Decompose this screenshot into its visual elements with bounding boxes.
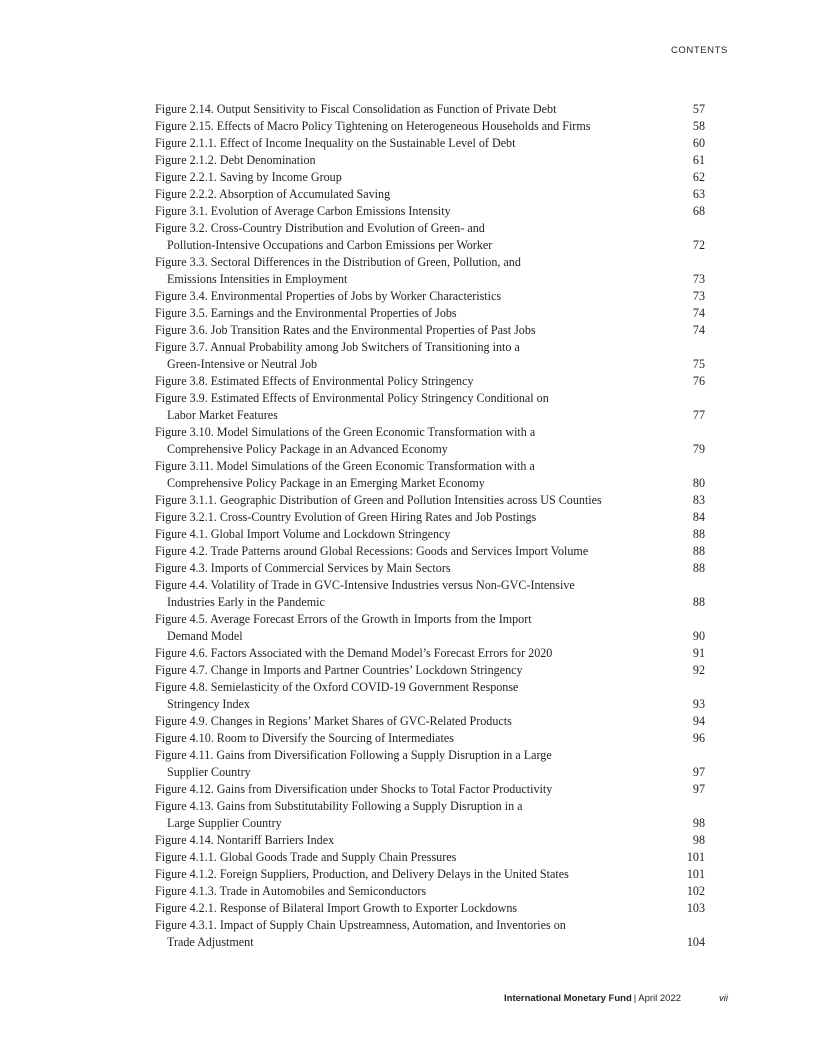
toc-entry-page-number: 91 xyxy=(692,646,705,660)
toc-entry-title xyxy=(155,849,655,866)
toc-entry-title xyxy=(155,322,655,339)
toc-entry xyxy=(155,662,705,679)
toc-entry-page-number: 63 xyxy=(692,187,705,201)
toc-entry xyxy=(155,900,705,917)
toc-entry-title xyxy=(155,866,655,883)
toc-entry-title-line: Figure 4.7. Change in Imports and Partner Countries’ Lockdown Stringency xyxy=(155,663,523,677)
toc-entry xyxy=(155,645,705,662)
toc-entry-title-line: Figure 3.5. Earnings and the Environmental Properties of Jobs xyxy=(155,306,457,320)
toc-entry-title xyxy=(155,492,655,509)
toc-entry-page-number: 62 xyxy=(692,170,705,184)
toc-entry-title-line: Figure 4.2.1. Response of Bilateral Import Growth to Exporter Lockdowns xyxy=(155,901,518,915)
toc-entry-title xyxy=(155,390,655,424)
toc-entry-title-line: Figure 4.4. Volatility of Trade in GVC-Intensive Industries versus Non-GVC-Intensive xyxy=(155,578,575,592)
toc-entry-page-number: 73 xyxy=(692,289,705,303)
toc-entry xyxy=(155,849,705,866)
toc-entry-title-continuation: Trade Adjustment xyxy=(167,935,254,949)
toc-entry xyxy=(155,883,705,900)
toc-entry-title-line: Figure 3.8. Estimated Effects of Environmental Policy Stringency xyxy=(155,374,474,388)
toc-entry-title-continuation: Stringency Index xyxy=(167,697,250,711)
toc-entry-title-line: Figure 4.3. Imports of Commercial Services by Main Sectors xyxy=(155,561,451,575)
toc-entry-title xyxy=(155,509,655,526)
toc-entry xyxy=(155,152,705,169)
toc-entry xyxy=(155,730,705,747)
toc-entry-title xyxy=(155,339,655,373)
toc-entry-title-line: Figure 4.12. Gains from Diversification under Shocks to Total Factor Productivity xyxy=(155,782,553,796)
figure-list xyxy=(155,101,705,951)
toc-entry-title-line: Figure 2.1.2. Debt Denomination xyxy=(155,153,316,167)
toc-entry-title-line: Figure 4.14. Nontariff Barriers Index xyxy=(155,833,335,847)
toc-entry-title-line: Figure 3.3. Sectoral Differences in the Distribution of Green, Pollution, and xyxy=(155,255,521,269)
toc-entry-title-continuation: Comprehensive Policy Package in an Advanced Economy xyxy=(167,442,448,456)
running-header: CONTENTS xyxy=(670,45,728,56)
toc-entry-page-number: 84 xyxy=(692,510,705,524)
toc-entry-page-number: 75 xyxy=(692,357,705,371)
toc-entry-page-number: 88 xyxy=(692,527,705,541)
toc-entry-title xyxy=(155,713,655,730)
footer-separator: | xyxy=(633,993,637,1004)
toc-entry-title-line: Figure 4.3.1. Impact of Supply Chain Upstreamness, Automation, and Inventories on xyxy=(155,918,566,932)
toc-entry xyxy=(155,713,705,730)
footer-organization: International Monetary Fund xyxy=(504,993,632,1004)
toc-entry xyxy=(155,254,705,288)
toc-entry-title-continuation: Green-Intensive or Neutral Job xyxy=(167,357,318,371)
toc-entry-title xyxy=(155,288,655,305)
toc-entry-page-number: 90 xyxy=(692,629,705,643)
toc-entry-title xyxy=(155,662,655,679)
toc-entry-page-number: 101 xyxy=(686,850,705,864)
toc-entry-title xyxy=(155,101,655,118)
toc-entry-page-number: 97 xyxy=(692,765,705,779)
toc-entry-title xyxy=(155,917,655,951)
toc-entry xyxy=(155,424,705,458)
toc-entry-page-number: 88 xyxy=(692,544,705,558)
toc-entry-page-number: 88 xyxy=(692,595,705,609)
toc-entry xyxy=(155,118,705,135)
toc-entry xyxy=(155,135,705,152)
toc-entry-title xyxy=(155,543,655,560)
toc-entry xyxy=(155,866,705,883)
toc-entry-page-number: 96 xyxy=(692,731,705,745)
toc-entry-title-line: Figure 3.4. Environmental Properties of Jobs by Worker Characteristics xyxy=(155,289,502,303)
toc-entry-title-line: Figure 2.14. Output Sensitivity to Fiscal Consolidation as Function of Private Debt xyxy=(155,102,557,116)
toc-entry-title-line: Figure 4.2. Trade Patterns around Global Recessions: Goods and Services Import Volume xyxy=(155,544,589,558)
toc-entry-title-line: Figure 4.8. Semielasticity of the Oxford COVID-19 Government Response xyxy=(155,680,519,694)
toc-entry-title xyxy=(155,305,655,322)
toc-entry-title-line: Figure 2.2.2. Absorption of Accumulated Saving xyxy=(155,187,391,201)
toc-entry-page-number: 80 xyxy=(692,476,705,490)
toc-entry-title-continuation: Demand Model xyxy=(167,629,243,643)
toc-entry-title-continuation: Large Supplier Country xyxy=(167,816,282,830)
toc-entry-title xyxy=(155,577,655,611)
toc-entry-title xyxy=(155,186,655,203)
toc-entry-title xyxy=(155,373,655,390)
toc-entry-title xyxy=(155,611,655,645)
toc-entry xyxy=(155,917,705,951)
toc-entry-page-number: 79 xyxy=(692,442,705,456)
toc-entry-title xyxy=(155,747,655,781)
footer-date: April 2022 xyxy=(638,993,682,1004)
toc-entry xyxy=(155,101,705,118)
toc-entry-title-line: Figure 3.7. Annual Probability among Job Switchers of Transitioning into a xyxy=(155,340,520,354)
toc-entry xyxy=(155,577,705,611)
toc-entry-page-number: 61 xyxy=(692,153,705,167)
toc-entry-title-line: Figure 3.2. Cross-Country Distribution and Evolution of Green- and xyxy=(155,221,485,235)
toc-entry xyxy=(155,169,705,186)
toc-entry-title xyxy=(155,900,655,917)
toc-entry-title xyxy=(155,645,655,662)
toc-entry-title-line: Figure 2.1.1. Effect of Income Inequality on the Sustainable Level of Debt xyxy=(155,136,516,150)
toc-entry xyxy=(155,611,705,645)
toc-entry xyxy=(155,560,705,577)
toc-entry-title xyxy=(155,560,655,577)
toc-entry xyxy=(155,203,705,220)
page-footer xyxy=(504,993,728,1004)
toc-entry-title-line: Figure 3.9. Estimated Effects of Environmental Policy Stringency Conditional on xyxy=(155,391,549,405)
toc-entry xyxy=(155,526,705,543)
toc-entry-title-line: Figure 3.6. Job Transition Rates and the Environmental Properties of Past Jobs xyxy=(155,323,536,337)
toc-entry-page-number: 60 xyxy=(692,136,705,150)
toc-entry-title-line: Figure 4.10. Room to Diversify the Sourcing of Intermediates xyxy=(155,731,454,745)
toc-entry xyxy=(155,186,705,203)
toc-entry xyxy=(155,390,705,424)
toc-entry-page-number: 101 xyxy=(686,867,705,881)
toc-entry-title xyxy=(155,679,655,713)
toc-entry-page-number: 97 xyxy=(692,782,705,796)
toc-entry-title-line: Figure 4.1.1. Global Goods Trade and Supply Chain Pressures xyxy=(155,850,457,864)
toc-entry-title-line: Figure 4.13. Gains from Substitutability Following a Supply Disruption in a xyxy=(155,799,523,813)
toc-entry-title-continuation: Pollution-Intensive Occupations and Carbon Emissions per Worker xyxy=(167,238,493,252)
toc-entry-title-line: Figure 3.2.1. Cross-Country Evolution of Green Hiring Rates and Job Postings xyxy=(155,510,537,524)
toc-entry-page-number: 103 xyxy=(686,901,705,915)
toc-entry-title xyxy=(155,424,655,458)
toc-entry-title xyxy=(155,254,655,288)
toc-entry-title xyxy=(155,169,655,186)
toc-entry-title-line: Figure 4.11. Gains from Diversification Following a Supply Disruption in a Large xyxy=(155,748,552,762)
toc-entry-title xyxy=(155,203,655,220)
toc-entry-page-number: 104 xyxy=(686,935,705,949)
toc-entry-title xyxy=(155,220,655,254)
toc-entry xyxy=(155,747,705,781)
toc-entry-page-number: 76 xyxy=(692,374,705,388)
toc-entry-page-number: 57 xyxy=(692,102,705,116)
toc-entry xyxy=(155,492,705,509)
toc-entry-page-number: 93 xyxy=(692,697,705,711)
toc-entry-title-line: Figure 3.10. Model Simulations of the Green Economic Transformation with a xyxy=(155,425,536,439)
toc-entry-title-line: Figure 4.1.2. Foreign Suppliers, Production, and Delivery Delays in the United States xyxy=(155,867,569,881)
toc-entry-page-number: 98 xyxy=(692,833,705,847)
toc-entry xyxy=(155,220,705,254)
toc-entry-page-number: 88 xyxy=(692,561,705,575)
toc-entry-page-number: 68 xyxy=(692,204,705,218)
toc-entry xyxy=(155,798,705,832)
toc-entry-title xyxy=(155,526,655,543)
toc-entry-page-number: 58 xyxy=(692,119,705,133)
toc-entry xyxy=(155,373,705,390)
footer-page-number: vii xyxy=(719,993,728,1004)
toc-entry-title-line: Figure 4.1. Global Import Volume and Lockdown Stringency xyxy=(155,527,451,541)
toc-entry xyxy=(155,679,705,713)
toc-entry xyxy=(155,339,705,373)
toc-entry-title-line: Figure 2.2.1. Saving by Income Group xyxy=(155,170,342,184)
toc-entry xyxy=(155,322,705,339)
toc-entry-title xyxy=(155,781,655,798)
toc-entry-page-number: 92 xyxy=(692,663,705,677)
toc-entry-title-continuation: Comprehensive Policy Package in an Emerging Market Economy xyxy=(167,476,485,490)
toc-entry-title xyxy=(155,458,655,492)
toc-entry-title xyxy=(155,730,655,747)
toc-entry xyxy=(155,305,705,322)
toc-entry-title-continuation: Labor Market Features xyxy=(167,408,278,422)
toc-entry-page-number: 74 xyxy=(692,323,705,337)
toc-entry-page-number: 74 xyxy=(692,306,705,320)
toc-entry-title-continuation: Emissions Intensities in Employment xyxy=(167,272,348,286)
toc-entry-page-number: 83 xyxy=(692,493,705,507)
toc-entry-title-line: Figure 4.1.3. Trade in Automobiles and Semiconductors xyxy=(155,884,427,898)
toc-entry xyxy=(155,781,705,798)
toc-entry-title xyxy=(155,883,655,900)
toc-entry-title xyxy=(155,135,655,152)
toc-entry-page-number: 102 xyxy=(686,884,705,898)
toc-entry-page-number: 73 xyxy=(692,272,705,286)
toc-entry-title-continuation: Supplier Country xyxy=(167,765,251,779)
toc-entry xyxy=(155,543,705,560)
toc-entry-title-line: Figure 3.11. Model Simulations of the Green Economic Transformation with a xyxy=(155,459,535,473)
toc-entry-title-continuation: Industries Early in the Pandemic xyxy=(167,595,325,609)
toc-entry xyxy=(155,288,705,305)
toc-entry-title-line: Figure 4.6. Factors Associated with the Demand Model’s Forecast Errors for 2020 xyxy=(155,646,553,660)
toc-entry-title-line: Figure 4.9. Changes in Regions’ Market Shares of GVC-Related Products xyxy=(155,714,512,728)
toc-entry-title xyxy=(155,118,655,135)
toc-entry-title xyxy=(155,798,655,832)
toc-entry xyxy=(155,458,705,492)
toc-entry-page-number: 77 xyxy=(692,408,705,422)
toc-entry-page-number: 98 xyxy=(692,816,705,830)
toc-entry-title-line: Figure 2.15. Effects of Macro Policy Tightening on Heterogeneous Households and Firms xyxy=(155,119,591,133)
toc-entry-title-line: Figure 4.5. Average Forecast Errors of the Growth in Imports from the Import xyxy=(155,612,532,626)
toc-entry-page-number: 72 xyxy=(692,238,705,252)
toc-entry xyxy=(155,509,705,526)
toc-entry-title xyxy=(155,832,655,849)
toc-entry xyxy=(155,832,705,849)
toc-entry-title-line: Figure 3.1.1. Geographic Distribution of Green and Pollution Intensities across US Counties xyxy=(155,493,602,507)
toc-entry-title xyxy=(155,152,655,169)
toc-entry-page-number: 94 xyxy=(692,714,705,728)
toc-entry-title-line: Figure 3.1. Evolution of Average Carbon Emissions Intensity xyxy=(155,204,451,218)
